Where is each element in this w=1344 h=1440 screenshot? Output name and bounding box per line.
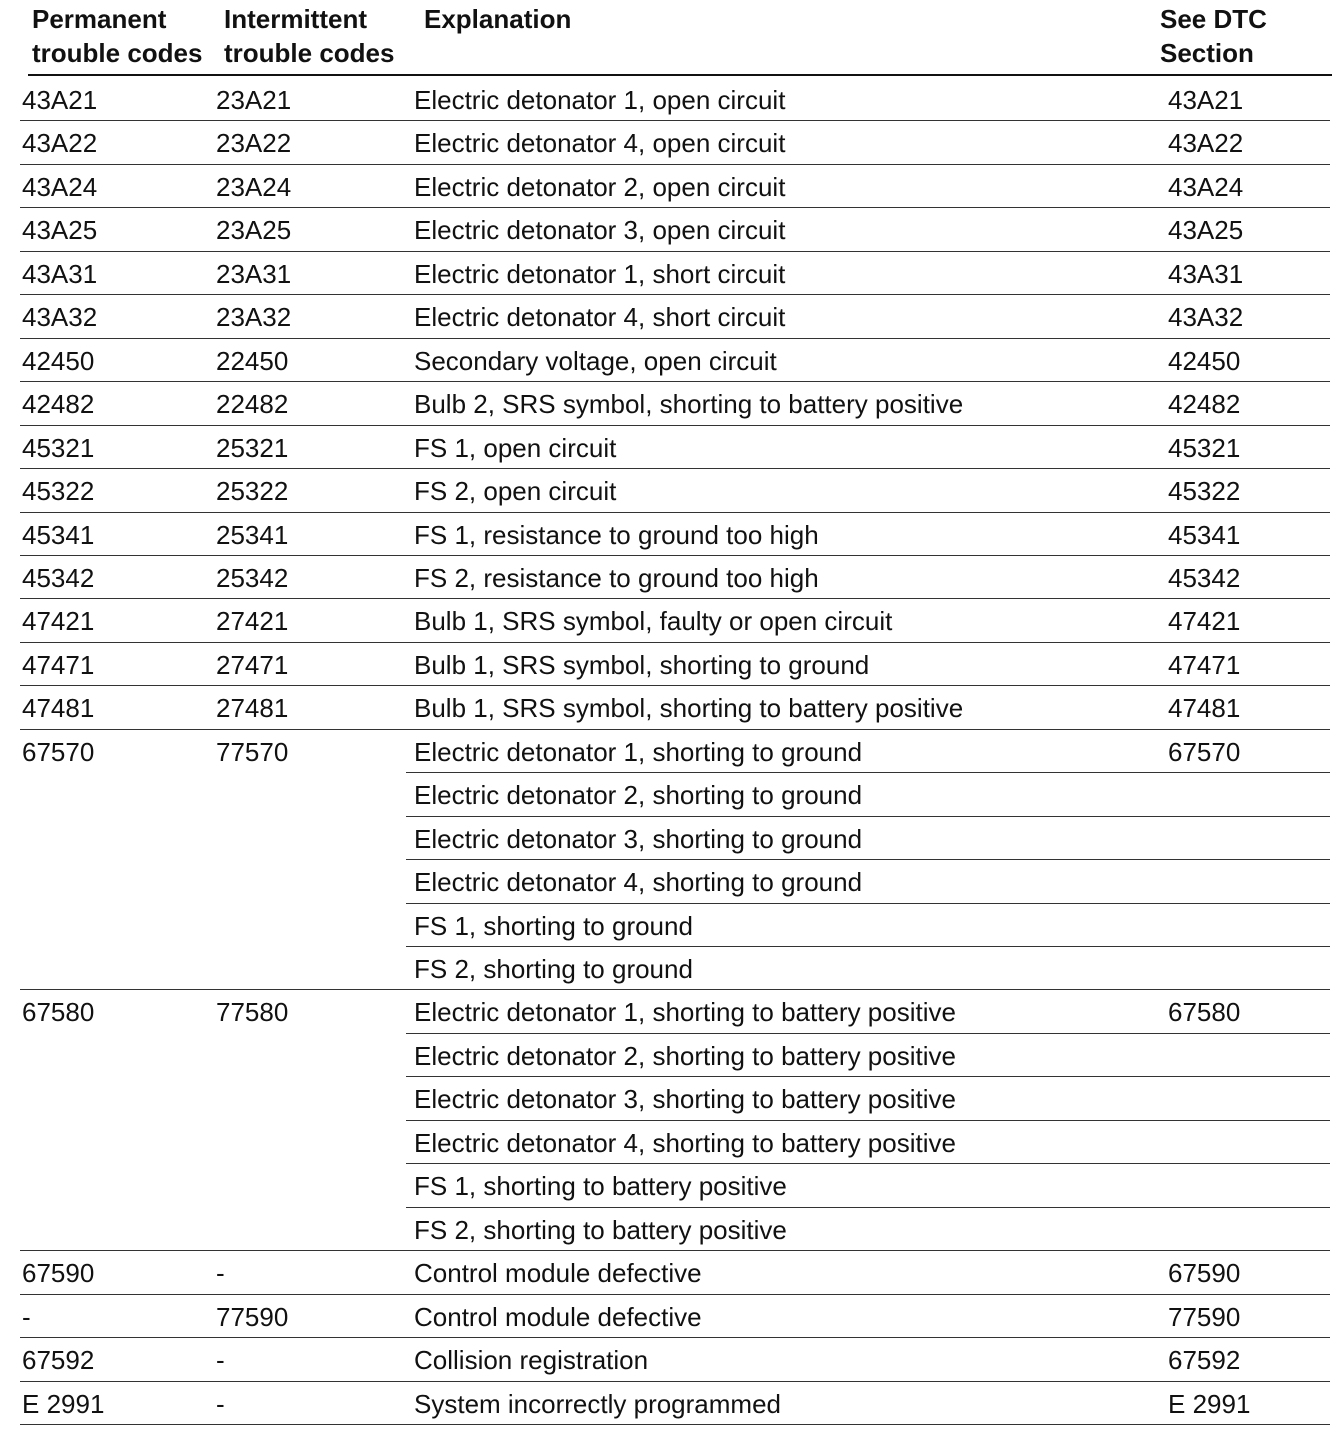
cell-permanent: 45342 <box>22 563 95 593</box>
cell-dtc: 67592 <box>1168 1345 1241 1375</box>
sub-row-divider <box>406 1033 1330 1034</box>
cell-explanation: FS 2, open circuit <box>414 476 617 506</box>
cell-permanent: 45341 <box>22 520 95 550</box>
cell-intermittent: - <box>216 1389 225 1419</box>
row-divider <box>20 164 1330 165</box>
cell-permanent: 67592 <box>22 1345 95 1375</box>
cell-dtc: 67590 <box>1168 1258 1241 1288</box>
row-divider <box>20 685 1330 686</box>
sub-row-divider <box>406 946 1330 947</box>
cell-explanation: Electric detonator 3, shorting to ground <box>414 824 863 854</box>
cell-intermittent: 27481 <box>216 693 289 723</box>
row-divider <box>20 642 1330 643</box>
cell-explanation: FS 1, shorting to ground <box>414 911 693 941</box>
cell-dtc: 47471 <box>1168 650 1241 680</box>
cell-explanation: Electric detonator 4, short circuit <box>414 302 786 332</box>
row-divider <box>20 598 1330 599</box>
cell-explanation: Electric detonator 1, open circuit <box>414 85 786 115</box>
cell-permanent: 67570 <box>22 737 95 767</box>
row-divider <box>20 1337 1330 1338</box>
row-divider <box>20 1381 1330 1382</box>
cell-explanation: Electric detonator 4, open circuit <box>414 128 786 158</box>
cell-dtc: 42450 <box>1168 346 1241 376</box>
header-intermittent-line1: Intermittent <box>224 4 367 34</box>
cell-dtc: 77590 <box>1168 1302 1241 1332</box>
header-dtc-section <box>1160 2 1267 70</box>
cell-dtc: 45321 <box>1168 433 1241 463</box>
row-divider <box>20 555 1330 556</box>
row-divider <box>20 468 1330 469</box>
cell-intermittent: 23A31 <box>216 259 292 289</box>
cell-permanent: 43A22 <box>22 128 98 158</box>
cell-dtc: 67580 <box>1168 997 1241 1027</box>
cell-dtc: 45341 <box>1168 520 1241 550</box>
cell-intermittent: 27471 <box>216 650 289 680</box>
cell-intermittent: - <box>216 1258 225 1288</box>
cell-explanation: Electric detonator 4, shorting to battery positive <box>414 1128 956 1158</box>
cell-intermittent: 22450 <box>216 346 289 376</box>
sub-row-divider <box>406 1207 1330 1208</box>
header-divider <box>28 74 1332 76</box>
row-divider <box>20 251 1330 252</box>
cell-dtc: 43A24 <box>1168 172 1244 202</box>
cell-explanation: Electric detonator 3, open circuit <box>414 215 786 245</box>
row-divider <box>20 338 1330 339</box>
header-dtc-line2: Section <box>1160 38 1254 68</box>
cell-intermittent: 23A25 <box>216 215 292 245</box>
cell-permanent: - <box>22 1302 31 1332</box>
cell-explanation: Electric detonator 1, short circuit <box>414 259 786 289</box>
cell-permanent: 42450 <box>22 346 95 376</box>
cell-permanent: 45322 <box>22 476 95 506</box>
cell-permanent: 43A25 <box>22 215 98 245</box>
cell-permanent: 42482 <box>22 389 95 419</box>
sub-row-divider <box>406 772 1330 773</box>
cell-dtc: 43A32 <box>1168 302 1244 332</box>
row-divider <box>20 729 1330 730</box>
cell-permanent: 43A21 <box>22 85 98 115</box>
row-divider <box>20 294 1330 295</box>
cell-dtc: 42482 <box>1168 389 1241 419</box>
sub-row-divider <box>406 1076 1330 1077</box>
cell-permanent: 47471 <box>22 650 95 680</box>
cell-intermittent: 23A24 <box>216 172 292 202</box>
header-explanation <box>424 2 571 36</box>
cell-explanation: FS 2, shorting to battery positive <box>414 1215 787 1245</box>
cell-intermittent: 23A21 <box>216 85 292 115</box>
cell-permanent: 43A32 <box>22 302 98 332</box>
row-divider <box>20 381 1330 382</box>
cell-dtc: E 2991 <box>1168 1389 1251 1419</box>
row-divider <box>20 425 1330 426</box>
cell-explanation: Bulb 1, SRS symbol, faulty or open circuit <box>414 606 893 636</box>
header-permanent-line2: trouble codes <box>32 38 203 68</box>
header-intermittent <box>224 2 394 70</box>
row-divider <box>20 1250 1330 1251</box>
cell-explanation: Control module defective <box>414 1258 702 1288</box>
cell-permanent: 43A24 <box>22 172 98 202</box>
cell-explanation: FS 1, resistance to ground too high <box>414 520 819 550</box>
cell-intermittent: 27421 <box>216 606 289 636</box>
cell-intermittent: 25322 <box>216 476 289 506</box>
cell-explanation: FS 2, resistance to ground too high <box>414 563 819 593</box>
cell-explanation: Secondary voltage, open circuit <box>414 346 777 376</box>
row-divider <box>20 512 1330 513</box>
cell-intermittent: 25321 <box>216 433 289 463</box>
header-permanent <box>32 2 202 70</box>
sub-row-divider <box>406 816 1330 817</box>
row-divider <box>20 1294 1330 1295</box>
cell-explanation: System incorrectly programmed <box>414 1389 781 1419</box>
row-divider <box>20 207 1330 208</box>
cell-permanent: 47481 <box>22 693 95 723</box>
sub-row-divider <box>406 859 1330 860</box>
cell-permanent: 43A31 <box>22 259 98 289</box>
row-divider <box>20 989 1330 990</box>
cell-intermittent: 77580 <box>216 997 289 1027</box>
cell-dtc: 45342 <box>1168 563 1241 593</box>
cell-explanation: FS 1, shorting to battery positive <box>414 1171 787 1201</box>
cell-intermittent: - <box>216 1345 225 1375</box>
cell-dtc: 43A31 <box>1168 259 1244 289</box>
header-intermittent-line2: trouble codes <box>224 38 395 68</box>
cell-explanation: Electric detonator 2, shorting to ground <box>414 780 863 810</box>
cell-permanent: 67590 <box>22 1258 95 1288</box>
cell-explanation: Electric detonator 4, shorting to ground <box>414 867 863 897</box>
cell-explanation: Bulb 1, SRS symbol, shorting to ground <box>414 650 870 680</box>
cell-explanation: Electric detonator 2, shorting to battery positive <box>414 1041 956 1071</box>
row-divider <box>20 120 1330 121</box>
cell-dtc: 45322 <box>1168 476 1241 506</box>
cell-explanation: Electric detonator 3, shorting to battery positive <box>414 1084 956 1114</box>
cell-dtc: 43A22 <box>1168 128 1244 158</box>
sub-row-divider <box>406 1120 1330 1121</box>
cell-permanent: E 2991 <box>22 1389 105 1419</box>
cell-explanation: Bulb 2, SRS symbol, shorting to battery positive <box>414 389 964 419</box>
cell-permanent: 45321 <box>22 433 95 463</box>
header-dtc-line1: See DTC <box>1160 4 1267 34</box>
cell-dtc: 47481 <box>1168 693 1241 723</box>
cell-intermittent: 22482 <box>216 389 289 419</box>
sub-row-divider <box>406 1163 1330 1164</box>
cell-explanation: Control module defective <box>414 1302 702 1332</box>
header-explanation-line1: Explanation <box>424 4 572 34</box>
cell-dtc: 43A25 <box>1168 215 1244 245</box>
cell-permanent: 47421 <box>22 606 95 636</box>
cell-explanation: FS 1, open circuit <box>414 433 617 463</box>
cell-explanation: Bulb 1, SRS symbol, shorting to battery positive <box>414 693 964 723</box>
cell-intermittent: 23A22 <box>216 128 292 158</box>
cell-dtc: 67570 <box>1168 737 1241 767</box>
cell-intermittent: 25342 <box>216 563 289 593</box>
sub-row-divider <box>406 903 1330 904</box>
cell-explanation: Electric detonator 2, open circuit <box>414 172 786 202</box>
cell-explanation: FS 2, shorting to ground <box>414 954 693 984</box>
cell-intermittent: 25341 <box>216 520 289 550</box>
cell-dtc: 43A21 <box>1168 85 1244 115</box>
cell-explanation: Collision registration <box>414 1345 649 1375</box>
row-divider <box>20 1424 1330 1425</box>
cell-dtc: 47421 <box>1168 606 1241 636</box>
header-permanent-line1: Permanent <box>32 4 167 34</box>
cell-intermittent: 23A32 <box>216 302 292 332</box>
cell-intermittent: 77570 <box>216 737 289 767</box>
cell-explanation: Electric detonator 1, shorting to battery positive <box>414 997 956 1027</box>
cell-permanent: 67580 <box>22 997 95 1027</box>
cell-intermittent: 77590 <box>216 1302 289 1332</box>
cell-explanation: Electric detonator 1, shorting to ground <box>414 737 863 767</box>
